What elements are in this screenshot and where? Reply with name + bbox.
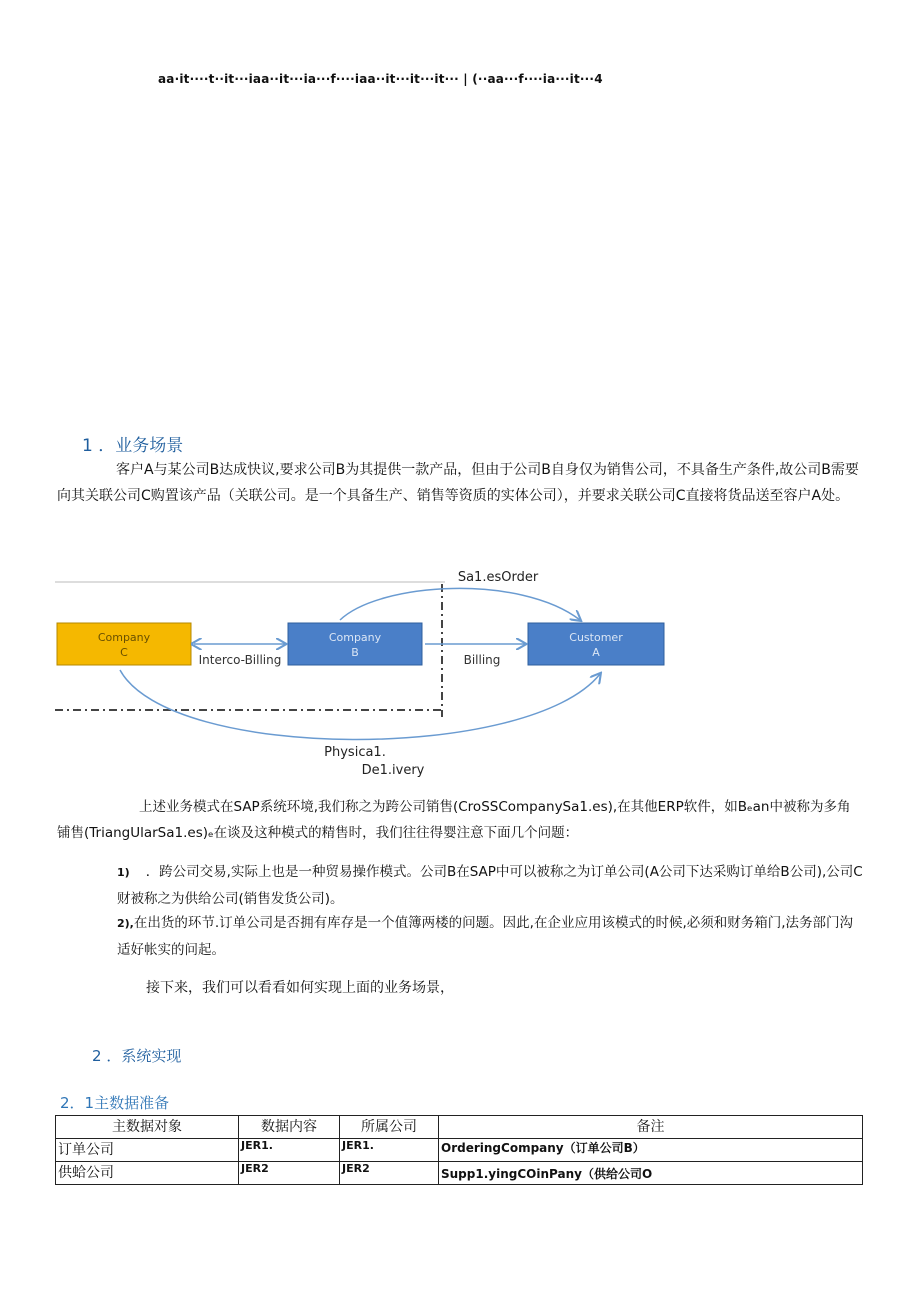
toc-header-line: aa·it····t··it···iaa··it···ia···f····iaa··it···it···it··· | (··aa···f····ia···it···4 <box>158 72 603 86</box>
table-cell: JER2 <box>239 1162 340 1185</box>
physical-delivery-line2: De1.ivery <box>361 763 425 778</box>
section-2-title: ．系统实现 <box>106 1047 182 1065</box>
cross-company-diagram <box>50 562 680 784</box>
issue-item-2-text: 在出货的环节.订单公司是否拥有库存是一个值簿两楼的问题。因此,在企业应用该模式的时候,必须和财务箱门,法务部门沟适好帐实的问起。 <box>117 915 854 958</box>
physical-delivery-line1: Physica1. <box>324 745 386 760</box>
table-cell: JER1. <box>340 1139 439 1162</box>
table-row <box>56 1139 863 1162</box>
company-c-line2: C <box>120 646 128 659</box>
table-cell: OrderingCompany（订单公司B） <box>439 1139 863 1162</box>
section-1-heading <box>82 431 183 456</box>
section-2-1-heading: 2．1主数据准备 <box>60 1094 170 1112</box>
issue-item-2 <box>117 910 865 963</box>
table-header-cell: 备注 <box>439 1116 863 1139</box>
section-2-heading <box>92 1045 181 1066</box>
cross-company-paragraph: 上述业务模式在SAP系统环境,我们称之为跨公司销售(CroSSCompanySa1.es),在其他ERP软件，如Bₑan中被称为多角铺售(TriangUlarSa1.es)ₑ在谈及这种模式的精售时，我们往往得婴注意下面几个问题： <box>57 799 851 841</box>
billing-label: Billing <box>463 653 501 667</box>
table-cell: JER2 <box>340 1162 439 1185</box>
table-row <box>56 1162 863 1185</box>
table-cell: 供蛤公司 <box>56 1162 239 1185</box>
master-data-table <box>55 1115 863 1185</box>
section-2-number: 2 <box>92 1047 102 1065</box>
company-c-line1: Company <box>97 631 151 644</box>
sales-order-arrow <box>340 588 580 620</box>
table-header-cell: 所属公司 <box>340 1116 439 1139</box>
company-b-line2: B <box>351 646 359 659</box>
table-cell: Supp1.yingCOinPany（供给公司O <box>439 1162 863 1185</box>
table-header-cell: 数据内容 <box>239 1116 340 1139</box>
section-1-title: ．业务场景 <box>98 436 184 456</box>
issue-item-1-text: ．跨公司交易,实际上也是一种贸易操作模式。公司B在SAP中可以被称之为订单公司(A公司下达采购订单给B公司),公司C财被称之为供给公司(销售发货公司)。 <box>117 864 863 907</box>
issue-item-2-number: 2), <box>117 917 134 930</box>
sales-order-label: Sa1.esOrder <box>457 570 539 585</box>
company-b-line1: Company <box>328 631 382 644</box>
issue-item-1-number: 1) <box>117 866 130 879</box>
customer-a-line1: Customer <box>569 631 623 644</box>
table-header-row <box>56 1116 863 1139</box>
table-header-cell: 主数据对象 <box>56 1116 239 1139</box>
physical-delivery-arrow <box>120 670 600 740</box>
issue-item-1 <box>117 859 865 912</box>
section-1-number: 1 <box>82 436 93 456</box>
table-cell: JER1. <box>239 1139 340 1162</box>
section-1-paragraph: 客户A与某公司B达成快议,要求公司B为其提供一款产品，但由于公司B自身仅为销售公司，不具备生产条件,故公司B需要向其关联公司C购置该产品（关联公司。是一个具备生产、销售等资质的实体公司），并要求关联公司C直接将货品送至容户A处。 <box>57 462 859 504</box>
customer-a-line2: A <box>592 646 600 659</box>
table-cell: 订单公司 <box>56 1139 239 1162</box>
interco-billing-label: Interco-Billing <box>198 653 282 667</box>
next-steps-paragraph: 接下来，我们可以看看如何实现上面的业务场景， <box>146 980 454 996</box>
